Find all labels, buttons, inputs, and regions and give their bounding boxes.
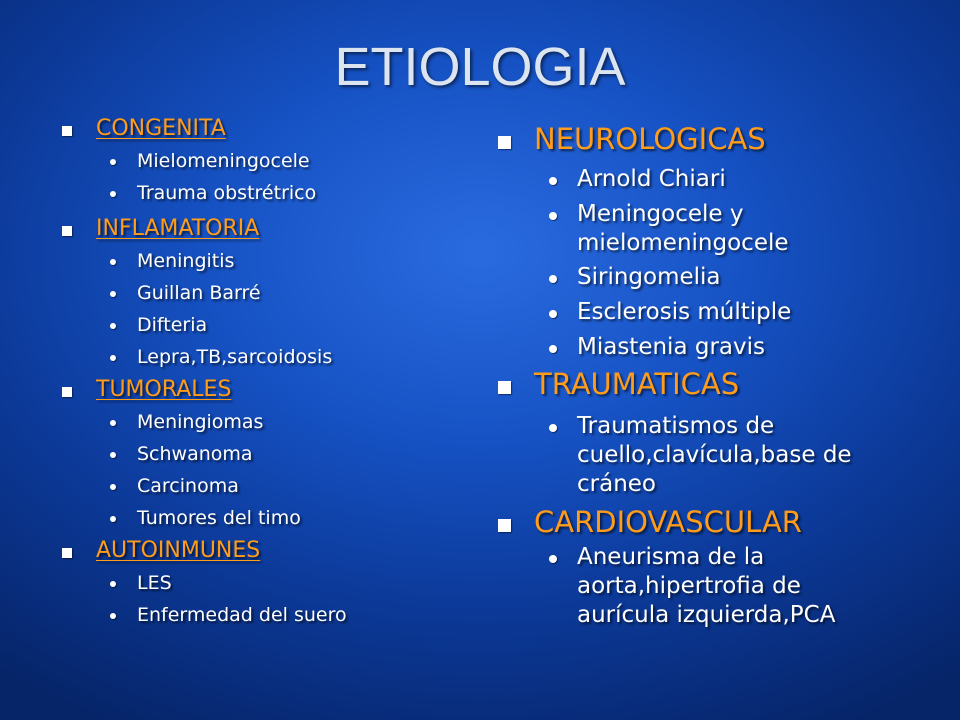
list-item-text: Tumores del timo — [137, 507, 301, 529]
list-item-text: Miastenia gravis — [577, 334, 765, 360]
category-label: TUMORALES — [96, 377, 232, 402]
list-item — [137, 411, 263, 433]
list-item-continuation — [577, 470, 656, 498]
round-bullet-icon — [110, 355, 116, 361]
category-label: NEUROLOGICAS — [534, 122, 766, 156]
list-item-continuation — [577, 572, 801, 600]
list-item — [577, 298, 791, 326]
round-bullet-icon — [549, 177, 557, 185]
list-item-text-line: Traumatismos de — [577, 413, 775, 439]
square-bullet-icon — [498, 519, 511, 532]
list-item-text: Enfermedad del suero — [137, 604, 347, 626]
round-bullet-icon — [549, 275, 557, 283]
list-item-text-line: Meningocele y — [577, 201, 744, 227]
category-tumorales — [96, 377, 231, 402]
round-bullet-icon — [549, 555, 557, 563]
list-item — [577, 543, 764, 571]
list-item-text: Trauma obstrétrico — [137, 182, 317, 204]
category-autoinmunes — [96, 538, 260, 563]
category-label: AUTOINMUNES — [96, 538, 261, 563]
round-bullet-icon — [549, 424, 557, 432]
category-congenita — [96, 116, 226, 141]
list-item-continuation — [577, 601, 835, 629]
list-item — [137, 572, 172, 594]
list-item — [577, 263, 721, 291]
list-item-text-line: mielomeningocele — [577, 230, 789, 256]
square-bullet-icon — [62, 126, 72, 136]
list-item-text: Arnold Chiari — [577, 166, 726, 192]
list-item-text-line: cuello,clavícula,base de — [577, 442, 852, 468]
round-bullet-icon — [110, 191, 116, 197]
square-bullet-icon — [62, 548, 72, 558]
list-item-text-line: aorta,hipertrofia de — [577, 573, 801, 599]
round-bullet-icon — [549, 345, 557, 353]
category-label: INFLAMATORIA — [96, 216, 260, 241]
list-item — [577, 333, 765, 361]
list-item — [137, 182, 316, 204]
list-item — [137, 604, 347, 626]
round-bullet-icon — [110, 581, 116, 587]
square-bullet-icon — [498, 136, 511, 149]
category-cardiovascular — [534, 505, 802, 539]
list-item — [577, 200, 743, 228]
round-bullet-icon — [549, 212, 557, 220]
list-item-text: Lepra,TB,sarcoidosis — [137, 346, 333, 368]
list-item — [577, 165, 726, 193]
list-item — [137, 150, 310, 172]
round-bullet-icon — [110, 259, 116, 265]
list-item — [577, 412, 774, 440]
square-bullet-icon — [498, 381, 511, 394]
list-item-text-line: cráneo — [577, 471, 656, 497]
list-item-text-line: aurícula izquierda,PCA — [577, 602, 836, 628]
round-bullet-icon — [110, 159, 116, 165]
list-item-text: Carcinoma — [137, 475, 239, 497]
round-bullet-icon — [110, 484, 116, 490]
round-bullet-icon — [110, 516, 116, 522]
list-item-text-line: Aneurisma de la — [577, 544, 765, 570]
category-label: TRAUMATICAS — [534, 367, 740, 401]
list-item-text: Schwanoma — [137, 443, 253, 465]
round-bullet-icon — [110, 420, 116, 426]
list-item — [137, 346, 332, 368]
list-item-text: Guillan Barré — [137, 282, 261, 304]
list-item — [137, 443, 253, 465]
round-bullet-icon — [110, 613, 116, 619]
slide-title: ETIOLOGIA — [334, 37, 626, 97]
list-item-text: Difteria — [137, 314, 208, 336]
category-inflamatoria — [96, 216, 259, 241]
category-neurologicas — [534, 122, 766, 156]
square-bullet-icon — [62, 226, 72, 236]
list-item — [137, 475, 239, 497]
list-item — [137, 314, 207, 336]
round-bullet-icon — [549, 310, 557, 318]
list-item — [137, 250, 234, 272]
square-bullet-icon — [62, 387, 72, 397]
list-item — [137, 507, 301, 529]
list-item-text: Siringomelia — [577, 264, 721, 290]
list-item-text: Meningiomas — [137, 411, 264, 433]
list-item-text: LES — [137, 572, 172, 594]
list-item-continuation — [577, 441, 852, 469]
round-bullet-icon — [110, 323, 116, 329]
list-item-text: Esclerosis múltiple — [577, 299, 792, 325]
round-bullet-icon — [110, 291, 116, 297]
list-item-continuation — [577, 229, 789, 257]
category-label: CONGENITA — [96, 116, 226, 141]
list-item-text: Meningitis — [137, 250, 235, 272]
list-item-text: Mielomeningocele — [137, 150, 310, 172]
category-label: CARDIOVASCULAR — [534, 505, 802, 539]
round-bullet-icon — [110, 452, 116, 458]
category-traumaticas — [534, 367, 739, 401]
list-item — [137, 282, 261, 304]
